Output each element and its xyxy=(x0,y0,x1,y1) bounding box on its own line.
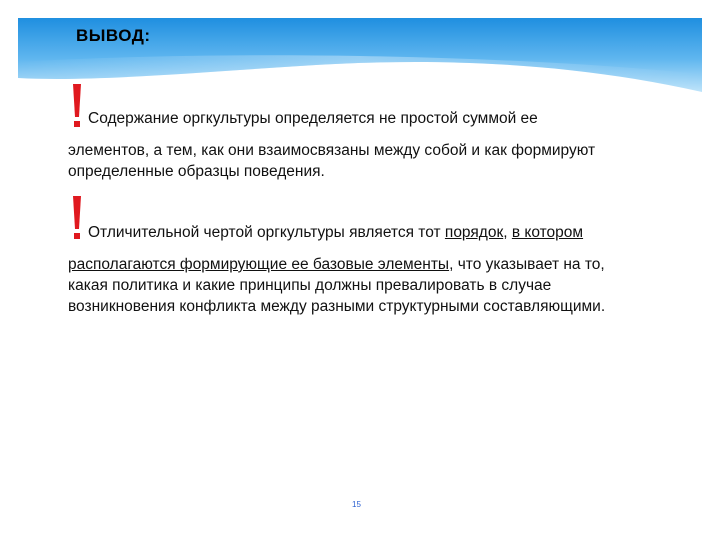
paragraph-1-line-1: Содержание оргкультуры определяется не простой суммой ее xyxy=(88,110,538,127)
separator-text: , xyxy=(503,224,512,241)
paragraph-1-line-3: определенные образцы поведения. xyxy=(68,163,325,180)
paragraph-2-line-4: возникновения конфликта между разными структурными составляющими. xyxy=(68,298,606,315)
paragraph-2-line-3: какая политика и какие принципы должны превалировать в случае xyxy=(68,277,552,294)
exclamation-icon xyxy=(70,196,84,242)
exclamation-icon xyxy=(70,84,84,130)
underlined-term-v-kotorom: в котором xyxy=(511,224,584,241)
paragraph-1-line-2: элементов, а тем, как они взаимосвязаны между собой и как формируют xyxy=(68,142,596,159)
paragraph-2-line-1-text: Отличительной чертой оргкультуры является тот xyxy=(88,224,445,241)
paragraph-2-line-2-suffix: , что указывает на то, xyxy=(449,256,605,273)
page-number: 15 xyxy=(352,500,361,509)
underlined-term-poryadok: порядок xyxy=(444,224,504,241)
paragraph-2-line-2 xyxy=(68,255,605,275)
header-wave-band xyxy=(0,0,720,100)
slide-title: ВЫВОД: xyxy=(76,26,151,45)
underlined-phrase: располагаются формирующие ее базовые элементы xyxy=(68,256,450,273)
paragraph-2-line-1 xyxy=(88,223,583,243)
